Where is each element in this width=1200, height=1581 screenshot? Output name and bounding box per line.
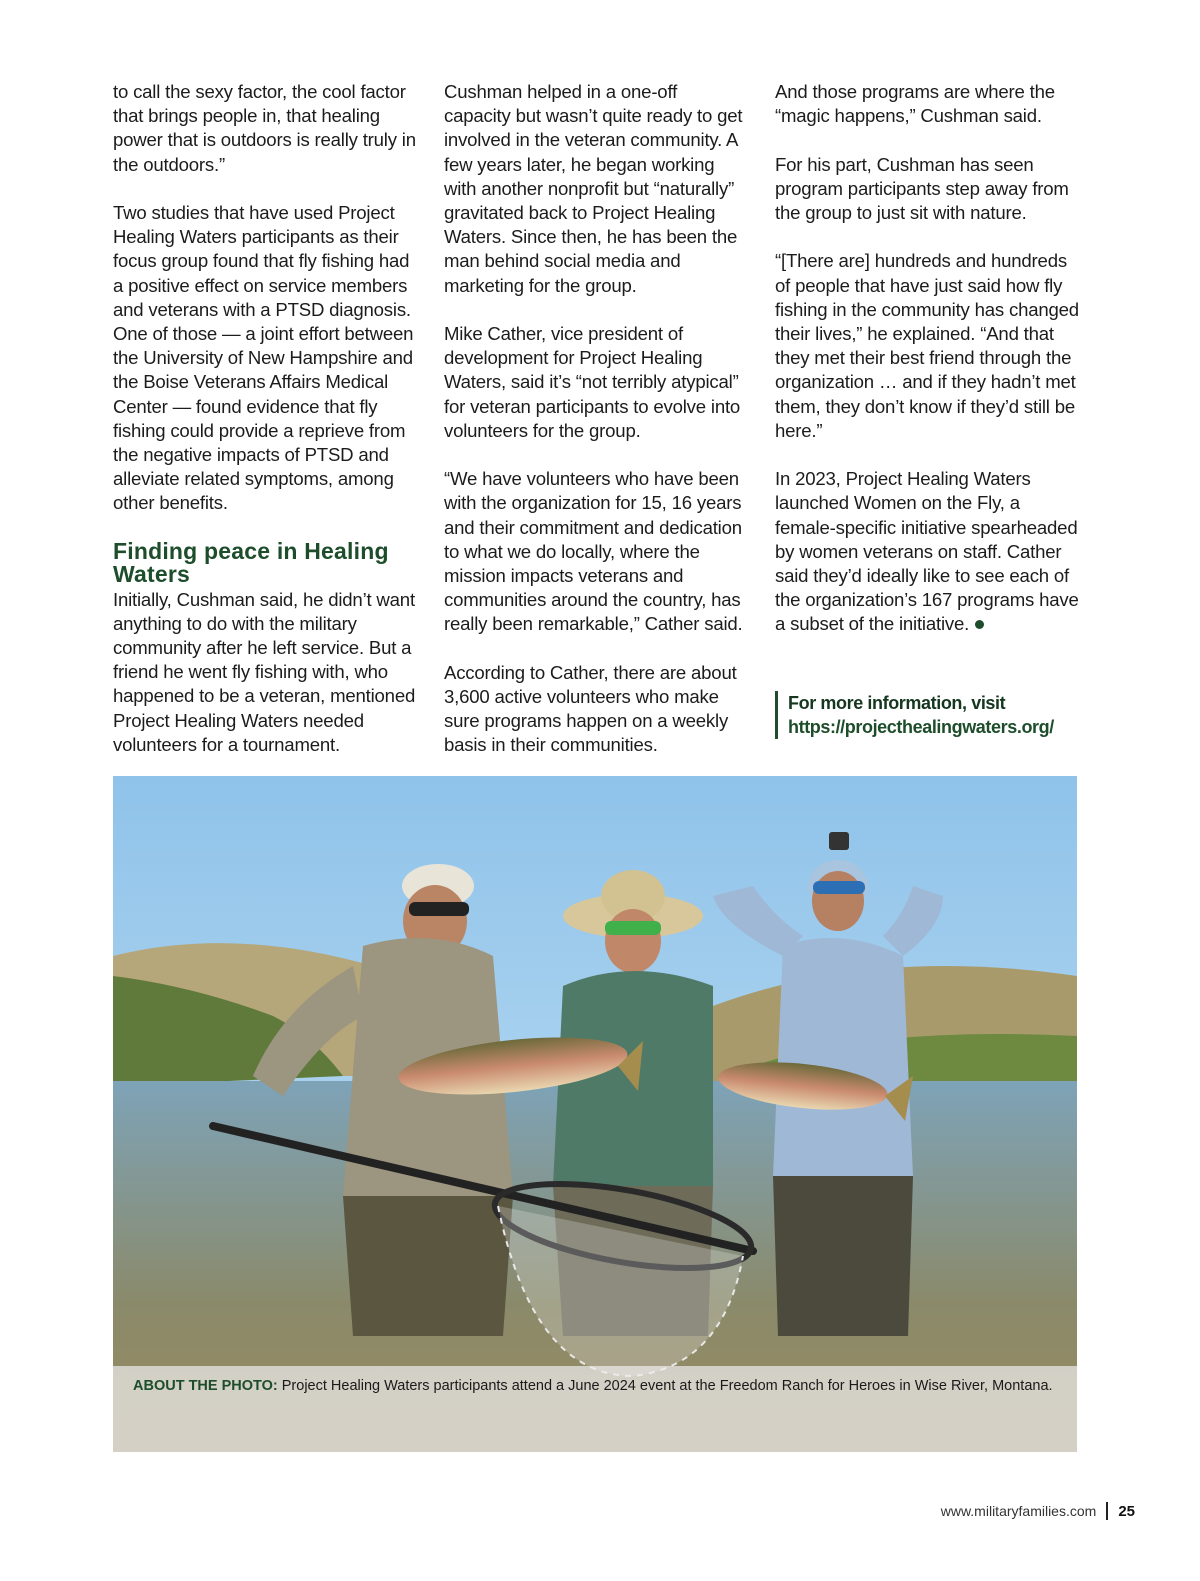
column-3 bbox=[775, 80, 1079, 758]
page-footer bbox=[941, 1502, 1135, 1520]
caption-lead: ABOUT THE PHOTO: bbox=[133, 1378, 278, 1394]
end-mark-icon bbox=[975, 620, 984, 629]
paragraph: Mike Cather, vice president of development for Project Healing Waters, said it’s “not terribly atypical” for veteran participants to evolve into volunteers for the group. bbox=[444, 323, 741, 441]
info-link[interactable]: https://projecthealingwaters.org/ bbox=[788, 716, 1054, 737]
paragraph: to call the sexy factor, the cool factor that brings people in, that healing power that is outdoors is really truly in the outdoors.” bbox=[113, 81, 416, 175]
paragraph: For his part, Cushman has seen program participants step away from the group to just sit with nature. bbox=[775, 153, 1069, 223]
paragraph: Cushman helped in a one-off capacity but wasn’t quite ready to get involved in the veteran community. A few years later, he began working with another nonprofit but “naturally” gravitated back to Project Healing Waters. Since then, he has been the man behind social media and marketing for the group. bbox=[444, 81, 743, 296]
page-number: 25 bbox=[1118, 1502, 1135, 1520]
paragraph: And those programs are where the “magic happens,” Cushman said. bbox=[775, 81, 1055, 127]
column-1 bbox=[113, 80, 417, 758]
info-text: For more information, visit bbox=[788, 692, 1006, 713]
caption-text: Project Healing Waters participants attend a June 2024 event at the Freedom Ranch for Heroes in Wise River, Montana. bbox=[277, 1378, 1053, 1394]
article-columns bbox=[113, 80, 1079, 758]
column-2 bbox=[444, 80, 748, 758]
section-subhead: Finding peace in Healing Waters bbox=[113, 537, 389, 587]
paragraph: Initially, Cushman said, he didn’t want anything to do with the military community after he left service. But a friend he went fly fishing with, who happened to be a veteran, mentioned Project Healing Waters needed volunteers for a tournament. bbox=[113, 588, 416, 755]
paragraph-text: In 2023, Project Healing Waters launched Women on the Fly, a female-specific initiative spearheaded by women veterans on staff. Cather said they’d ideally like to see each of the organization’s 167 programs have a subset of the initiative. bbox=[775, 468, 1079, 635]
paragraph: Two studies that have used Project Healing Waters participants as their focus group found that fly fishing had a positive effect on service members and veterans with a PTSD diagnosis. One of those — a joint effort between the University of New Hampshire and the Boise Veterans Affairs Medical Center — found evidence that fly fishing could provide a reprieve from the negative impacts of PTSD and alleviate related symptoms, among other benefits. bbox=[113, 202, 414, 514]
paragraph: “[There are] hundreds and hundreds of people that have just said how fly fishing in the community has changed their lives,” he explained. “And that they met their best friend through the organization … and if they hadn’t met them, they don’t know if they’d still be here.” bbox=[775, 250, 1079, 441]
fishing-photo-illustration bbox=[113, 776, 1077, 1452]
paragraph: “We have volunteers who have been with the organization for 15, 16 years and their commitment and dedication to what we do locally, where the mission impacts veterans and communities around the country, has really been remarkable,” Cather said. bbox=[444, 468, 743, 635]
paragraph: According to Cather, there are about 3,600 active volunteers who make sure programs happen on a weekly basis in their communities. bbox=[444, 661, 737, 756]
paragraph bbox=[775, 467, 1079, 636]
info-callout bbox=[775, 691, 1079, 739]
footer-site[interactable]: www.militaryfamilies.com bbox=[940, 1503, 1097, 1519]
footer-divider bbox=[1106, 1502, 1108, 1520]
photo-caption bbox=[113, 1366, 1077, 1452]
feature-photo bbox=[113, 776, 1077, 1452]
